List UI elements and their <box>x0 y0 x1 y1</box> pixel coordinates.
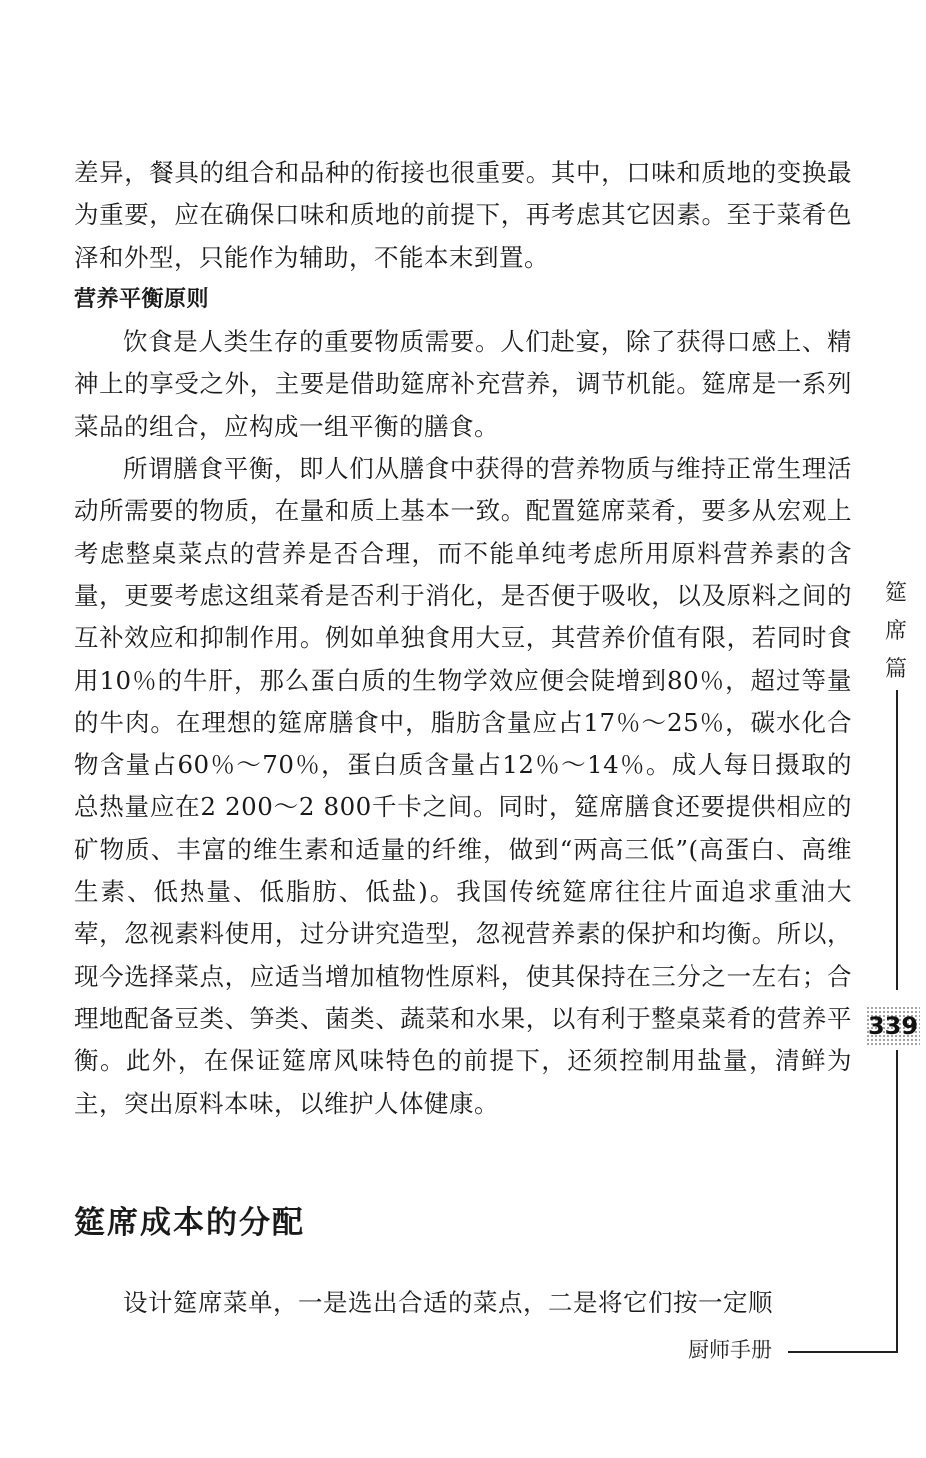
side-tab-char-2: 席 <box>884 619 907 644</box>
footer-rule <box>788 1351 898 1353</box>
page-number: 339 <box>866 1006 920 1046</box>
section-body <box>74 1282 852 1324</box>
paragraph-diet-need: 饮食是人类生存的重要物质需要。人们赴宴，除了获得口感上、精神上的享受之外，主要是借助筵席补充营养，调节机能。筵席是一系列菜品的组合，应构成一组平衡的膳食。 <box>74 327 852 441</box>
side-rule-upper <box>896 690 898 990</box>
side-tab-char-3: 篇 <box>884 657 907 682</box>
side-rule-lower <box>896 1050 898 1352</box>
paragraph-menu-design: 设计筵席菜单，一是选出合适的菜点，二是将它们按一定顺 <box>123 1288 773 1317</box>
running-footer: 厨师手册 <box>688 1338 772 1362</box>
side-tab-char-1: 筵 <box>884 581 907 606</box>
chapter-side-tab <box>881 575 911 689</box>
body-text <box>74 152 852 1125</box>
section-title: 筵席成本的分配 <box>74 1205 305 1241</box>
subheading-nutrition-balance: 营养平衡原则 <box>74 286 210 312</box>
paragraph-continued: 差异，餐具的组合和品种的衔接也很重要。其中，口味和质地的变换最为重要，应在确保口味和质地的前提下，再考虑其它因素。至于菜肴色泽和外型，只能作为辅助，不能本末到置。 <box>74 158 852 272</box>
paragraph-diet-balance: 所谓膳食平衡，即人们从膳食中获得的营养物质与维持正常生理活动所需要的物质，在量和质上基本一致。配置筵席菜肴，要多从宏观上考虑整桌菜点的营养是否合理，而不能单纯考虑所用原料营养素的含量，更要考虑这组菜肴是否利于消化，是否便于吸收，以及原料之间的互补效应和抑制作用。例如单独食用大豆，其营养价值有限，若同时食用10％的牛肝，那么蛋白质的生物学效应便会陡增到80％，超过等量的牛肉。在理想的筵席膳食中，脂肪含量应占17％～25％，碳水化合物含量占60％～70％，蛋白质含量占12％～14％。成人每日摄取的总热量应在2 200～2 800千卡之间。同时，筵席膳食还要提供相应的矿物质、丰富的维生素和适量的纤维，做到“两高三低”(高蛋白、高维生素、低热量、低脂肪、低盐)。我国传统筵席往往片面追求重油大荤，忽视素料使用，过分讲究造型，忽视营养素的保护和均衡。所以，现今选择菜点，应适当增加植物性原料，使其保持在三分之一左右；合理地配备豆类、笋类、菌类、蔬菜和水果，以有利于整桌菜肴的营养平衡。此外，在保证筵席风味特色的前提下，还须控制用盐量，清鲜为主，突出原料本味，以维护人体健康。 <box>74 454 852 1118</box>
